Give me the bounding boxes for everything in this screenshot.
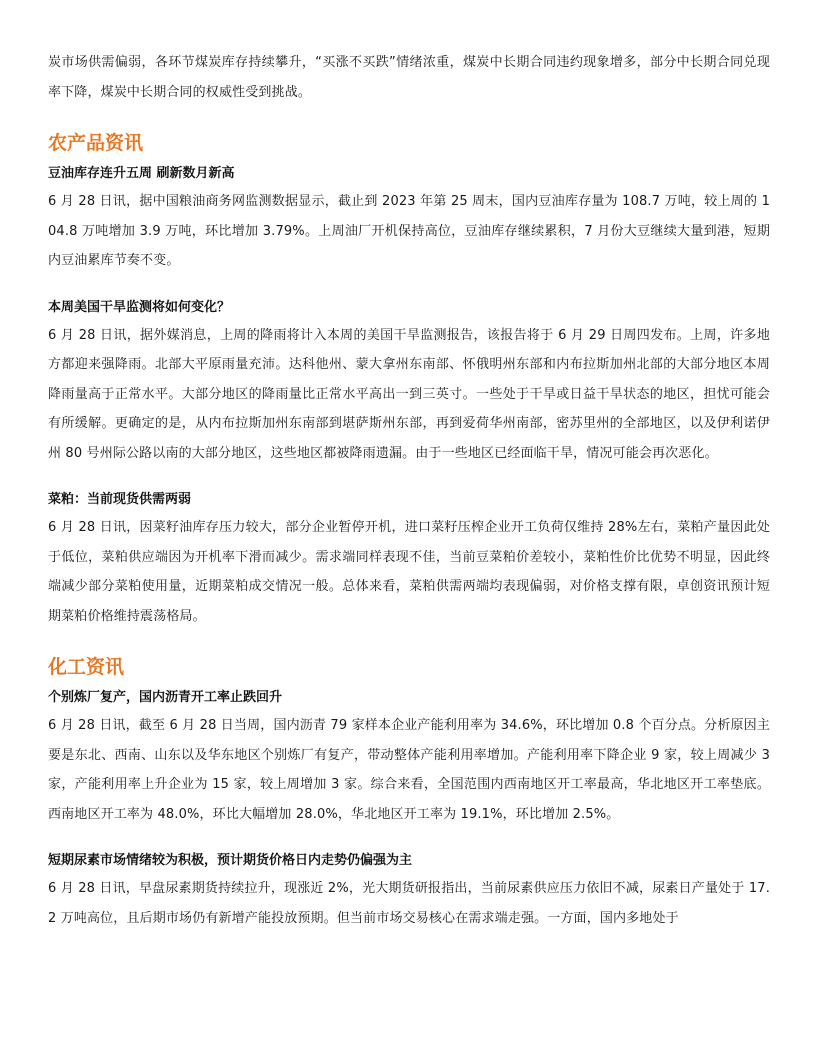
- article-title-urea: 短期尿素市场情绪较为积极，预计期货价格日内走势仍偏强为主: [48, 853, 413, 868]
- intro-paragraph: 炭市场供需偏弱，各环节煤炭库存持续攀升，“买涨不买跌”情绪浓重，煤炭中长期合同违约现象增多，部分中长期合同兑现率下降，煤炭中长期合同的权威性受到挑战。: [48, 55, 770, 100]
- section-title-chemical: 化工资讯: [48, 656, 125, 678]
- section-title-agriculture: 农产品资讯: [48, 132, 144, 154]
- article-title-us-drought: 本周美国干旱监测将如何变化？: [48, 299, 231, 315]
- article-title-asphalt: 个别炼厂复产，国内沥青开工率止跌回升: [48, 690, 283, 705]
- document-page: [48, 48, 770, 933]
- article-body-rapeseed-meal: 6 月 28 日讯，因菜籽油库存压力较大，部分企业暂停开机，进口菜籽压榨企业开工负荷仅维持 28%左右，菜粕产量因此处于低位，菜粕供应端因为开机率下滑而减少。需求端同样表现不佳，当前豆菜粕价差较小，菜粕性价比优势不明显，因此终端减少部分菜粕使用量，近期菜粕成交情况一般。总体来看，菜粕供需两端均表现偏弱，对价格支撑有限，卓创资讯预计短期菜粕价格维持震荡格局。: [48, 520, 770, 624]
- article-body-asphalt: 6 月 28 日讯，截至 6 月 28 日当周，国内沥青 79 家样本企业产能利用率为 34.6%，环比增加 0.8 个百分点。分析原因主要是东北、西南、山东以及华东地区个别炼厂有复产，带动整体产能利用率增加。产能利用率下降企业 9 家，较上周减少 3 家，产能利用率上升企业为 15 家，较上周增加 3 家。综合来看，全国范围内西南地区开工率最高，华北地区开工率垫底。西南地区开工率为 48.0%，环比大幅增加 28.0%，华北地区开工率为 19.1%，环比增加 2.5%。: [48, 718, 770, 822]
- article-body-soybean-oil: 6 月 28 日讯，据中国粮油商务网监测数据显示，截止到 2023 年第 25 周末，国内豆油库存量为 108.7 万吨，较上周的 104.8 万吨增加 3.9 万吨，环比增加 3.79%。上周油厂开机保持高位，豆油库存继续累积，7 月份大豆继续大量到港，短期内豆油累库节奏不变。: [48, 194, 770, 268]
- article-title-rapeseed-meal: 菜粕：当前现货供需两弱: [48, 492, 192, 507]
- article-title-soybean-oil: 豆油库存连升五周 刷新数月新高: [48, 166, 235, 181]
- article-body-us-drought: 6 月 28 日讯，据外媒消息，上周的降雨将计入本周的美国干旱监测报告，该报告将于 6 月 29 日周四发布。上周，许多地方都迎来强降雨。北部大平原雨量充沛。达科他州、蒙大拿州东南部、怀俄明州东部和内布拉斯加州北部的大部分地区本周降雨量高于正常水平。大部分地区的降雨量比正常水平高出一到三英寸。一些处于干旱或日益干旱状态的地区，担忧可能会有所缓解。更确定的是，从内布拉斯加州东南部到堪萨斯州东部，再到爱荷华州南部，密苏里州的全部地区，以及伊利诺伊州 80 号州际公路以南的大部分地区，这些地区都被降雨遗漏。由于一些地区已经面临干旱，情况可能会再次恶化。: [48, 327, 770, 461]
- article-body-urea: 6 月 28 日讯，早盘尿素期货持续拉升，现涨近 2%，光大期货研报指出，当前尿素供应压力依旧不减，尿素日产量处于 17.2 万吨高位，且后期市场仍有新增产能投放预期。但当前市场交易核心在需求端走强。一方面，国内多地处于: [48, 881, 770, 926]
